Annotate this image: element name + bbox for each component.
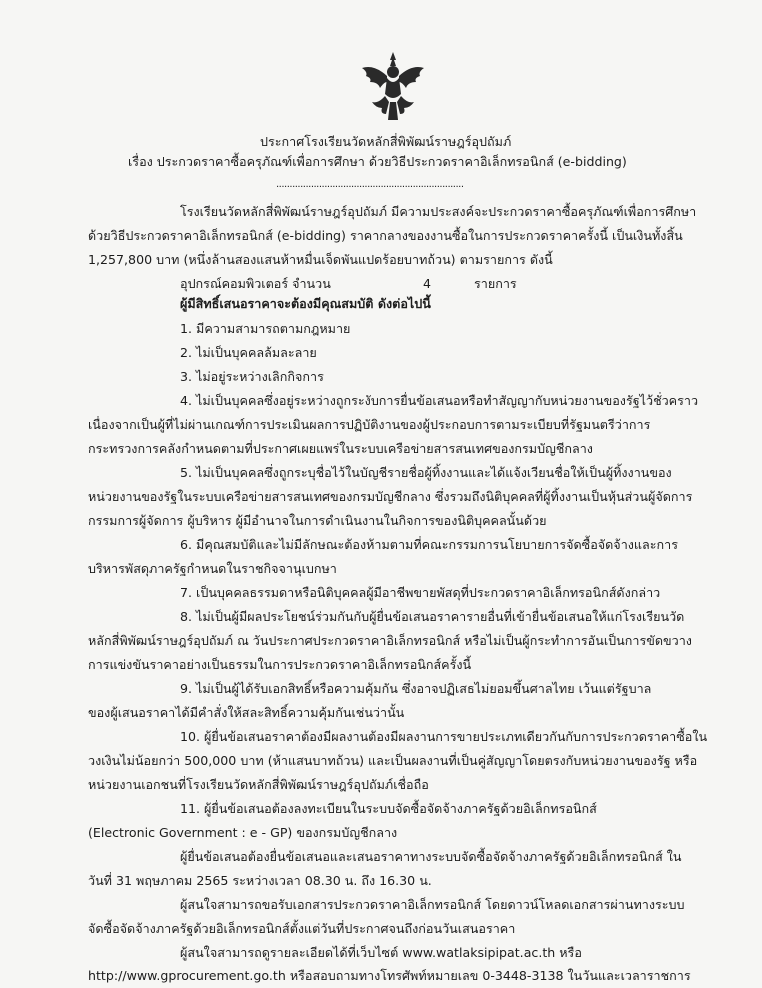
intro-line-3: 1,257,800 บาท (หนึ่งล้านสองแสนห้าหมื่นเจ็ดพันแปดร้อยบาทถ้วน) ตามรายการ ดังนี้ (88, 252, 553, 267)
body-line: วันที่ 31 พฤษภาคม 2565 ระหว่างเวลา 08.30 น. ถึง 16.30 น. (88, 873, 432, 888)
body-line: 8. ไม่เป็นผู้มีผลประโยชน์ร่วมกันกับผู้ยื่นข้อเสนอราคารายอื่นที่เข้ายื่นข้อเสนอให้แก่โรงเรียนวัด (180, 609, 685, 624)
body-line: บริหารพัสดุภาครัฐกำหนดในราชกิจจานุเบกษา (88, 561, 337, 576)
body-line: การแข่งขันราคาอย่างเป็นธรรมในการประกวดราคาอิเล็กทรอนิกส์ครั้งนี้ (88, 657, 472, 672)
header-org-line: ประกาศโรงเรียนวัดหลักสี่พิพัฒน์ราษฎร์อุปถัมภ์ (260, 134, 512, 149)
header-subject-line: เรื่อง ประกวดราคาซื้อครุภัณฑ์เพื่อการศึกษา ด้วยวิธีประกวดราคาอิเล็กทรอนิกส์ (e-bidding) (128, 154, 627, 169)
body-line: 11. ผู้ยื่นข้อเสนอต้องลงทะเบียนในระบบจัดซื้อจัดจ้างภาครัฐด้วยอิเล็กทรอนิกส์ (180, 801, 597, 816)
body-line: เนื่องจากเป็นผู้ที่ไม่ผ่านเกณฑ์การประเมินผลการปฏิบัติงานของผู้ประกอบการตามระเบียบที่รัฐมนตรีว่าการ (88, 417, 651, 432)
body-line: หน่วยงานเอกชนที่โรงเรียนวัดหลักสี่พิพัฒน์ราษฎร์อุปถัมภ์เชื่อถือ (88, 777, 429, 792)
item-unit: รายการ (474, 276, 517, 291)
body-line: http://www.gprocurement.go.th หรือสอบถามทางโทรศัพท์หมายเลข 0-3448-3138 ในวันและเวลาราชการ (88, 968, 691, 983)
body-line: กรรมการผู้จัดการ ผู้บริหาร ผู้มีอำนาจในการดำเนินงานในกิจการของนิติบุคคลนั้นด้วย (88, 513, 547, 528)
garuda-emblem-icon (358, 50, 428, 122)
body-line: ของผู้เสนอราคาได้มีคำสั่งให้สละสิทธิ์ความคุ้มกันเช่นว่านั้น (88, 705, 405, 720)
item-qty: 4 (423, 276, 432, 291)
body-line: 3. ไม่อยู่ระหว่างเลิกกิจการ (180, 369, 324, 384)
header-divider: ...................................................................... (276, 179, 464, 190)
body-line: 7. เป็นบุคคลธรรมดาหรือนิติบุคคลผู้มีอาชีพขายพัสดุที่ประกวดราคาอิเล็กทรอนิกส์ดังกล่าว (180, 585, 661, 600)
body-line: 1. มีความสามารถตามกฎหมาย (180, 321, 351, 336)
body-line: ผู้ยื่นข้อเสนอต้องยื่นข้อเสนอและเสนอราคาทางระบบจัดซื้อจัดจ้างภาครัฐด้วยอิเล็กทรอนิกส์ ใน (180, 849, 682, 864)
intro-line-2: ด้วยวิธีประกวดราคาอิเล็กทรอนิกส์ (e-bidding) ราคากลางของงานซื้อในการประกวดราคาครั้งนี้ เป็นเงินทั้งสิ้น (88, 228, 683, 243)
body-line: วงเงินไม่น้อยกว่า 500,000 บาท (ห้าแสนบาทถ้วน) และเป็นผลงานที่เป็นคู่สัญญาโดยตรงกับหน่วยงานของรัฐ หรือ (88, 753, 698, 768)
body-line: กระทรวงการคลังกำหนดตามที่ประกาศเผยแพร่ในระบบเครือข่ายสารสนเทศของกรมบัญชีกลาง (88, 441, 593, 456)
body-line: 4. ไม่เป็นบุคคลซึ่งอยู่ระหว่างถูกระงับการยื่นข้อเสนอหรือทำสัญญากับหน่วยงานของรัฐไว้ชั่วคราว (180, 393, 699, 408)
body-line: ผู้สนใจสามารถขอรับเอกสารประกวดราคาอิเล็กทรอนิกส์ โดยดาวน์โหลดเอกสารผ่านทางระบบ (180, 897, 685, 912)
body-line: (Electronic Government : e - GP) ของกรมบัญชีกลาง (88, 825, 398, 840)
body-line: ผู้สนใจสามารถดูรายละเอียดได้ที่เว็บไซต์ www.watlaksipipat.ac.th หรือ (180, 945, 582, 960)
body-line: 9. ไม่เป็นผู้ได้รับเอกสิทธิ์หรือความคุ้มกัน ซึ่งอาจปฏิเสธไม่ยอมขึ้นศาลไทย เว้นแต่รัฐบาล (180, 681, 652, 696)
body-line: 2. ไม่เป็นบุคคลล้มละลาย (180, 345, 317, 360)
item-name: อุปกรณ์คอมพิวเตอร์ จำนวน (180, 276, 331, 291)
body-line: 6. มีคุณสมบัติและไม่มีลักษณะต้องห้ามตามที่คณะกรรมการนโยบายการจัดซื้อจัดจ้างและการ (180, 537, 678, 552)
intro-line-1: โรงเรียนวัดหลักสี่พิพัฒน์ราษฎร์อุปถัมภ์ มีความประสงค์จะประกวดราคาซื้อครุภัณฑ์เพื่อการศึกษา (180, 204, 697, 219)
body-line: หน่วยงานของรัฐในระบบเครือข่ายสารสนเทศของกรมบัญชีกลาง ซึ่งรวมถึงนิติบุคคลที่ผู้ทิ้งงานเป็นหุ้นส่วนผู้จัดการ (88, 489, 693, 504)
body-line: 5. ไม่เป็นบุคคลซึ่งถูกระบุชื่อไว้ในบัญชีรายชื่อผู้ทิ้งงานและได้แจ้งเวียนชื่อให้เป็นผู้ทิ้งงานของ (180, 465, 672, 480)
body-line: จัดซื้อจัดจ้างภาครัฐด้วยอิเล็กทรอนิกส์ตั้งแต่วันที่ประกาศจนถึงก่อนวันเสนอราคา (88, 921, 516, 936)
body-line: 10. ผู้ยื่นข้อเสนอราคาต้องมีผลงานต้องมีผลงานการขายประเภทเดียวกันกับการประกวดราคาซื้อใน (180, 729, 708, 744)
body-line: หลักสี่พิพัฒน์ราษฎร์อุปถัมภ์ ณ วันประกาศประกวดราคาอิเล็กทรอนิกส์ หรือไม่เป็นผู้กระทำการอันเป็นการขัดขวาง (88, 633, 692, 648)
qualifications-heading: ผู้มีสิทธิ์เสนอราคาจะต้องมีคุณสมบัติ ดังต่อไปนี้ (180, 296, 431, 311)
